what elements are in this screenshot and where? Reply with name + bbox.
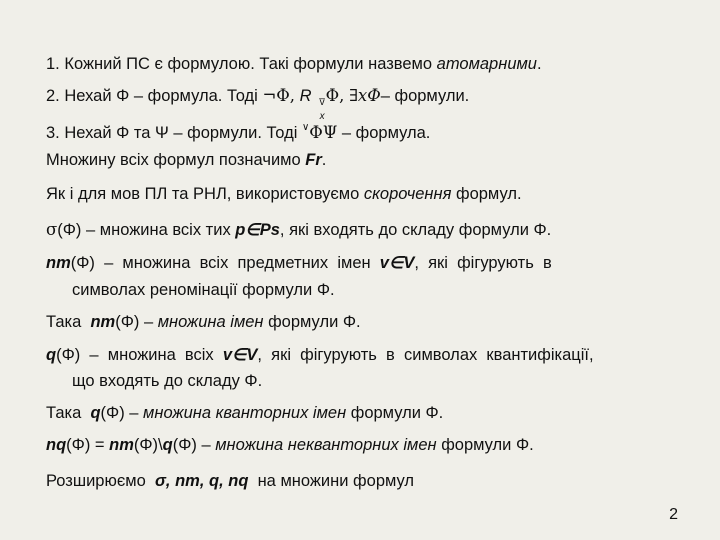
nq-dash: (Φ) – [172, 436, 216, 454]
page-number: 2 [669, 506, 678, 523]
q-term-text: Така [46, 404, 91, 422]
nq-setminus: (Φ)\ [133, 436, 163, 454]
renomination-symbol: R [299, 87, 312, 105]
term-atomic: атомарними [436, 55, 537, 73]
q-term-end: формули Φ. [346, 404, 444, 422]
item-3 [46, 117, 694, 144]
nm-term [46, 311, 694, 333]
abbreviation-line [46, 183, 694, 205]
item-1-end: . [536, 55, 542, 73]
set-def-text: Множину всіх формул позначимо [46, 151, 306, 169]
exists-formula: ∃xΦ [348, 86, 381, 105]
nm-def [46, 252, 694, 274]
renomination-sub: x [319, 111, 325, 122]
item-2-end: – формули. [380, 87, 470, 105]
item-2-text: 2. Нехай Φ – формула. Тоді [46, 87, 263, 105]
extend-line [46, 470, 694, 492]
item-3-text: 3. Нехай Φ та Ψ – формули. Тоді [46, 124, 302, 142]
p-in-ps: p∈Ps [235, 221, 280, 239]
sigma-text: (Φ) – множина всіх тих [57, 221, 236, 239]
item-3-end: – формула. [337, 124, 431, 142]
sigma-end: , які входять до складу формули Φ. [279, 221, 552, 239]
or-symbol: ∨ [301, 122, 310, 133]
abbrev-end: формул. [451, 185, 522, 203]
nm-symbol: nm [46, 254, 71, 272]
q-text: (Φ) – множина всіх [56, 346, 223, 364]
nm-term-symbol: nm [90, 313, 116, 331]
q-def-cont: що входять до складу Φ. [72, 372, 263, 390]
term-quantifier-names: множина кванторних імен [143, 404, 347, 422]
nq-eq: (Φ) = [66, 436, 110, 454]
abbrev-text: Як і для мов ПЛ та РНЛ, використовуємо [46, 185, 364, 203]
nm-term-end: формули Φ. [263, 313, 361, 331]
q-term-dash: (Φ) – [100, 404, 144, 422]
item-1 [46, 53, 694, 75]
disjunction-formula: ΦΨ [309, 123, 338, 142]
nm-text-end: , які фігурують в [414, 254, 552, 272]
fr-symbol: Fr [305, 151, 322, 169]
term-names: множина імен [157, 313, 264, 331]
nq-symbol: nq [46, 436, 67, 454]
sigma-def [46, 219, 694, 241]
sigma-symbol: σ [46, 220, 58, 239]
nm-term-dash: (Φ) – [115, 313, 158, 331]
nm-text: (Φ) – множина всіх предметних імен [70, 254, 380, 272]
renomination-sup: v̅ [319, 97, 325, 108]
q-v-in-v: v∈V [222, 346, 258, 364]
extend-text: Розширюємо [46, 472, 155, 490]
term-abbreviation: скорочення [363, 185, 452, 203]
nm-def-cont: символах реномінації формули Φ. [72, 281, 335, 299]
nq-nm-symbol: nm [109, 436, 134, 454]
set-def [46, 149, 694, 171]
nq-q-symbol: q [162, 436, 173, 454]
set-def-end: . [321, 151, 327, 169]
nm-term-text: Така [46, 313, 91, 331]
nq-def [46, 434, 694, 456]
q-symbol: q [46, 346, 57, 364]
q-term-symbol: q [90, 404, 101, 422]
extend-symbols: σ, nm, q, nq [154, 472, 249, 490]
item-1-text: 1. Кожний ПС є формулою. Такі формули назвемо [46, 55, 437, 73]
item-2 [46, 85, 694, 122]
q-term [46, 402, 694, 424]
v-in-v: v∈V [379, 254, 415, 272]
q-def [46, 344, 694, 366]
renomination-formula: Φ, [325, 86, 345, 105]
term-nonquantifier-names: множина некванторних імен [215, 436, 437, 454]
extend-end: на множини формул [248, 472, 415, 490]
nq-end: формули Φ. [436, 436, 534, 454]
q-text-end: , які фігурують в символах квантифікації, [257, 346, 594, 364]
negation-formula: ¬Φ, [262, 86, 296, 105]
